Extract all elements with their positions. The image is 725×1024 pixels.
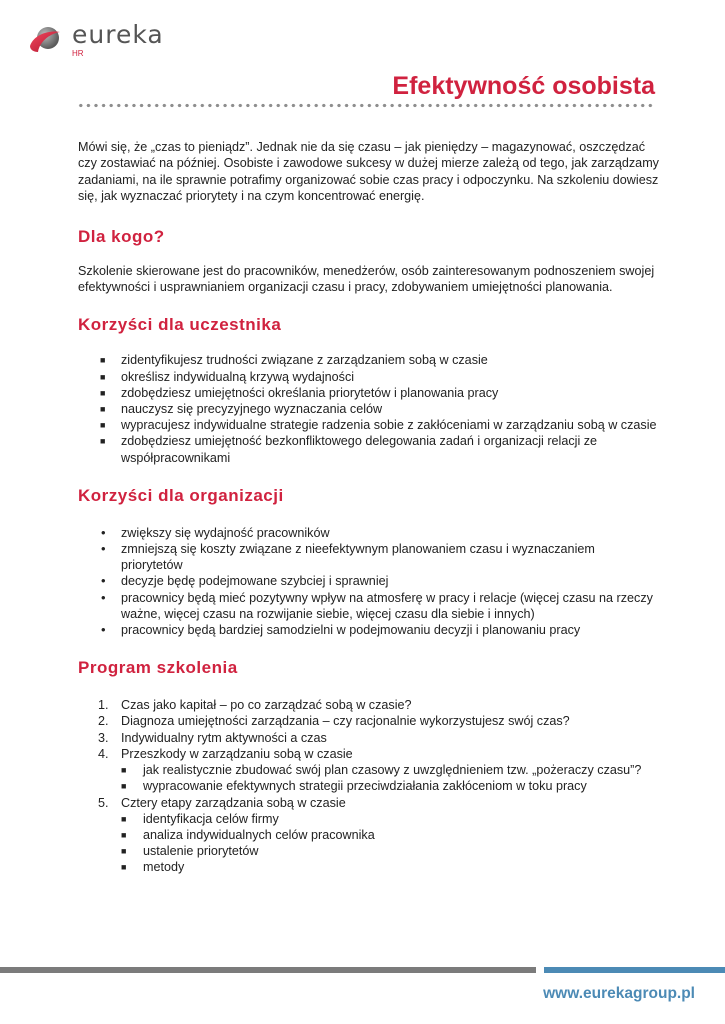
list-item: ■ wypracujesz indywidualne strategie radzenia sobie z zakłóceniami w zarządzaniu sobą w czasie [100,418,657,433]
square-bullet-icon: ■ [100,404,106,415]
list-item: • pracownicy będą mieć pozytywny wpływ na atmosferę w pracy i relacje (więcej czasu na rzeczy ważne, więcej czasu na rozwijanie siebie, więcej czasu dla siebie i innych) [101,589,653,621]
square-bullet-icon: ■ [121,781,127,792]
sub-list-item: ■ analiza indywidualnych celów pracownika [121,827,375,842]
sub-list-item: ■ identyfikacja celów firmy [121,811,279,826]
sub-list-item: ■ ustalenie priorytetów [121,844,259,859]
dotted-divider [77,103,655,108]
square-bullet-icon: ■ [100,355,106,366]
square-bullet-icon: ■ [100,420,106,431]
square-bullet-icon: ■ [121,813,127,824]
square-bullet-icon: ■ [121,862,127,873]
list-item: • zmniejszą się koszty związane z nieefektywnym planowaniem czasu i wyznaczaniem priorytetów [101,541,595,573]
main-content [78,139,659,876]
list-item: • zwiększy się wydajność pracowników [101,524,330,540]
logo [26,18,166,60]
round-bullet-icon: • [101,541,106,557]
round-bullet-icon: • [101,573,106,589]
sub-list [121,811,659,876]
square-bullet-icon: ■ [100,371,106,382]
page-title: Efektywność osobista [392,72,655,100]
organization-benefits-list [78,525,659,638]
footer-bar-gray [0,967,536,973]
sub-list-item: ■ wypracowanie efektywnych strategii przeciwdziałania zakłóceniom w toku pracy [121,779,587,794]
footer-bar-blue [544,967,725,973]
intro-paragraph: Mówi się, że „czas to pieniądz”. Jednak nie da się czasu – jak pieniędzy – magazynować, oszczędzać czy zostawiać na później. Osobiste i zawodowe sukcesy w dużej mierze zależą od tego, jak zarządzamy zadaniami, na ile sprawnie potrafimy organizować sobie czas pracy i odpoczynku. Na szkoleniu dowiesz się, jak wyznaczać priorytety i na czym koncentrować energię. [78,140,659,204]
sub-list-item: ■ jak realistycznie zbudować swój plan czasowy z uwzględnieniem tzw. „pożeraczy czasu”? [121,763,642,778]
website-link[interactable]: www.eurekagroup.pl [543,985,695,1002]
round-bullet-icon: • [101,622,106,638]
logo-hr: HR [72,49,84,58]
list-item: • pracownicy będą bardziej samodzielni w podejmowaniu decyzji i planowaniu pracy [101,622,581,638]
heading-participant-benefits: Korzyści dla uczestnika [78,315,282,335]
list-item: 1. Czas jako kapitał – po co zarządzać sobą w czasie? [98,698,412,713]
square-bullet-icon: ■ [121,846,127,857]
heading-who: Dla kogo? [78,226,165,246]
sub-list-item: ■ metody [121,860,185,875]
list-item: 5. Cztery etapy zarządzania sobą w czasie ■ identyfikacja celów firmy ■ analiza indywidualnych celów pracownika ■ ustalenie priorytetów ■ metody [78,795,659,876]
list-item: 2. Diagnoza umiejętności zarządzania – czy racjonalnie wykorzystujesz swój czas? [98,714,570,729]
round-bullet-icon: • [101,589,106,605]
square-bullet-icon: ■ [121,765,127,776]
who-paragraph: Szkolenie skierowane jest do pracowników, menedżerów, osób zainteresowanym podnoszeniem swojej efektywności i usprawnianiem organizacji czasu i pracy, zdobywaniem umiejętności planowania. [78,263,655,295]
square-bullet-icon: ■ [100,387,106,398]
list-item: ■ zdobędziesz umiejętności określania priorytetów i planowania pracy [100,385,499,400]
list-item: 3. Indywidualny rytm aktywności a czas [98,730,327,745]
list-item: 4. Przeszkody w zarządzaniu sobą w czasie ■ jak realistycznie zbudować swój plan czasowy z uwzględnieniem tzw. „pożeraczy czasu”? ■ wypracowanie efektywnych strategii przeciwdziałania zakłóceniom w toku pracy [78,746,659,795]
list-item: ■ zdobędziesz umiejętność bezkonfliktowego delegowania zadań i organizacji relacji ze współpracownikami [100,434,598,465]
round-bullet-icon: • [101,524,106,540]
square-bullet-icon: ■ [100,436,106,447]
list-item: ■ określisz indywidualną krzywą wydajności [100,369,355,384]
program-list [78,697,659,875]
logo-sphere-icon [26,20,66,60]
list-item: ■ zidentyfikujesz trudności związane z zarządzaniem sobą w czasie [100,353,488,368]
participant-benefits-list [78,352,659,465]
list-item: ■ nauczysz się precyzyjnego wyznaczania celów [100,402,383,417]
logo-word: eureka [72,20,164,49]
square-bullet-icon: ■ [121,829,127,840]
list-item: • decyzje będę podejmowane szybciej i sprawniej [101,573,389,589]
sub-list [121,762,659,794]
heading-program: Program szkolenia [78,658,238,678]
heading-organization-benefits: Korzyści dla organizacji [78,485,284,505]
